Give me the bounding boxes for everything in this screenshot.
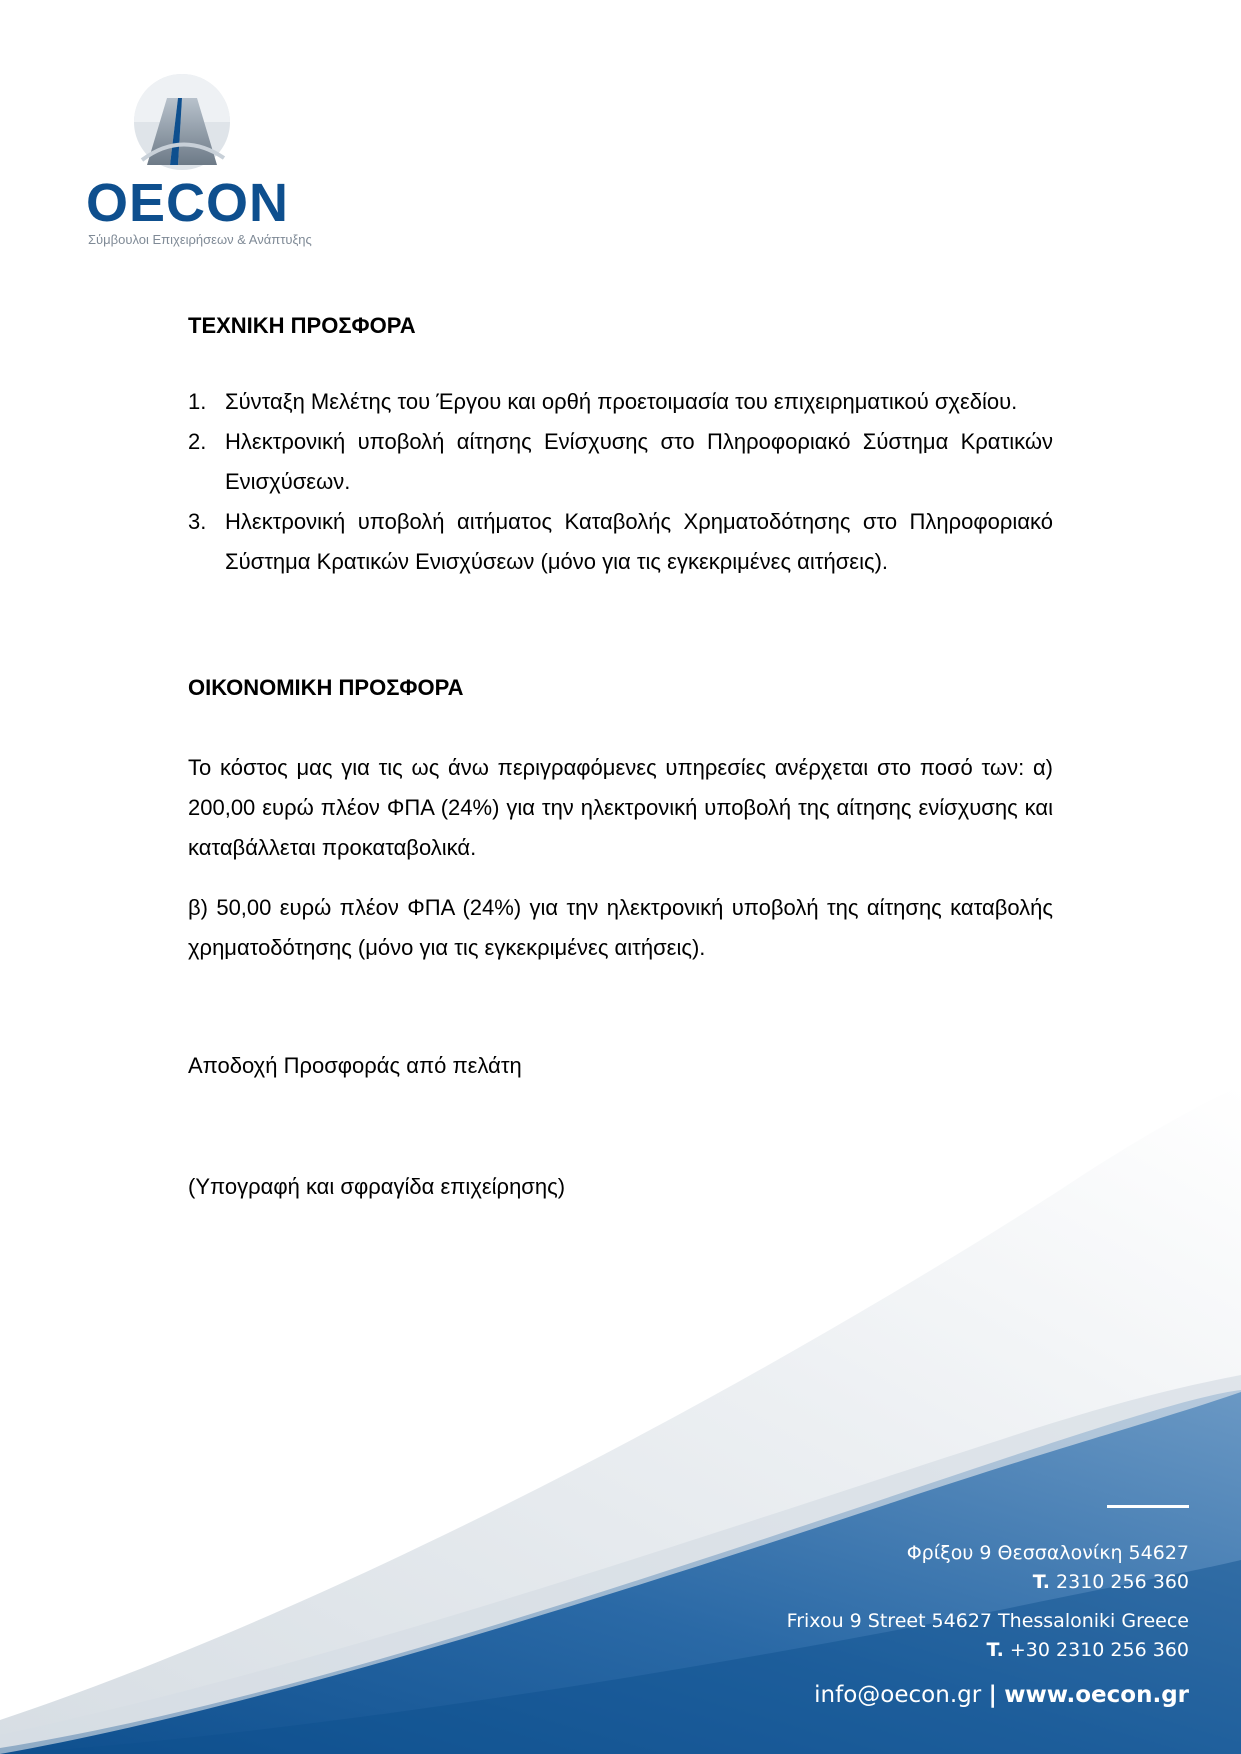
logo-tagline: Σύμβουλοι Επιχειρήσεων & Ανάπτυξης <box>88 232 312 247</box>
financial-paragraph-1: Το κόστος μας για τις ως άνω περιγραφόμενες υπηρεσίες ανέρχεται στο ποσό των: α) 200,00 ευρώ πλέον ΦΠΑ (24%) για την ηλεκτρονική υποβολή της αίτησης ενίσχυσης και καταβάλλεται προκαταβολικά. <box>188 755 1053 860</box>
footer-phone-en <box>987 1639 1189 1661</box>
phone-number: +30 2310 256 360 <box>1009 1639 1189 1661</box>
footer-address-en: Frixou 9 Street 54627 Thessaloniki Greece <box>786 1610 1189 1632</box>
list-item <box>188 382 1053 422</box>
list-item-number: 1. <box>188 389 207 414</box>
email-link[interactable]: info@oecon.gr <box>814 1682 982 1708</box>
company-logo <box>84 70 312 250</box>
footer-divider <box>1107 1505 1189 1508</box>
list-item-text: Ηλεκτρονική υποβολή αιτήματος Καταβολής Χρηματοδότησης στο Πληροφοριακό Σύστημα Κρατικών Ενισχύσεων (μόνο για τις εγκεκριμένες αιτήσεις). <box>225 509 1053 574</box>
document-body <box>188 306 1053 1207</box>
footer-phone-gr <box>1033 1571 1189 1593</box>
list-item <box>188 502 1053 582</box>
list-item-text: Ηλεκτρονική υποβολή αίτησης Ενίσχυσης στο Πληροφοριακό Σύστημα Κρατικών Ενισχύσεων. <box>225 429 1053 494</box>
signature-label: (Υπογραφή και σφραγίδα επιχείρησης) <box>188 1174 566 1199</box>
acceptance-label: Αποδοχή Προσφοράς από πελάτη <box>188 1053 522 1078</box>
phone-prefix: T. <box>1032 1571 1050 1593</box>
technical-offer-list <box>188 382 1053 582</box>
technical-offer-title: ΤΕΧΝΙΚΗ ΠΡΟΣΦΟΡΑ <box>188 313 416 338</box>
list-item-number: 3. <box>188 509 207 534</box>
footer-address-gr: Φρίξου 9 Θεσσαλονίκη 54627 <box>906 1542 1189 1564</box>
logo-wordmark: OECON <box>86 173 290 233</box>
footer-contact-web <box>814 1682 1189 1708</box>
list-item <box>188 422 1053 502</box>
logo-emblem-icon <box>112 70 252 170</box>
website-link[interactable]: www.oecon.gr <box>1004 1682 1189 1708</box>
phone-number: 2310 256 360 <box>1056 1571 1189 1593</box>
list-item-text: Σύνταξη Μελέτης του Έργου και ορθή προετοιμασία του επιχειρηματικού σχεδίου. <box>225 389 1018 414</box>
financial-offer-title: ΟΙΚΟΝΟΜΙΚΗ ΠΡΟΣΦΟΡΑ <box>188 675 464 700</box>
separator: | <box>988 1682 997 1708</box>
list-item-number: 2. <box>188 429 207 454</box>
phone-prefix: T. <box>986 1639 1004 1661</box>
financial-paragraph-2: β) 50,00 ευρώ πλέον ΦΠΑ (24%) για την ηλεκτρονική υποβολή της αίτησης καταβολής χρηματοδότησης (μόνο για τις εγκεκριμένες αιτήσεις). <box>188 895 1053 960</box>
